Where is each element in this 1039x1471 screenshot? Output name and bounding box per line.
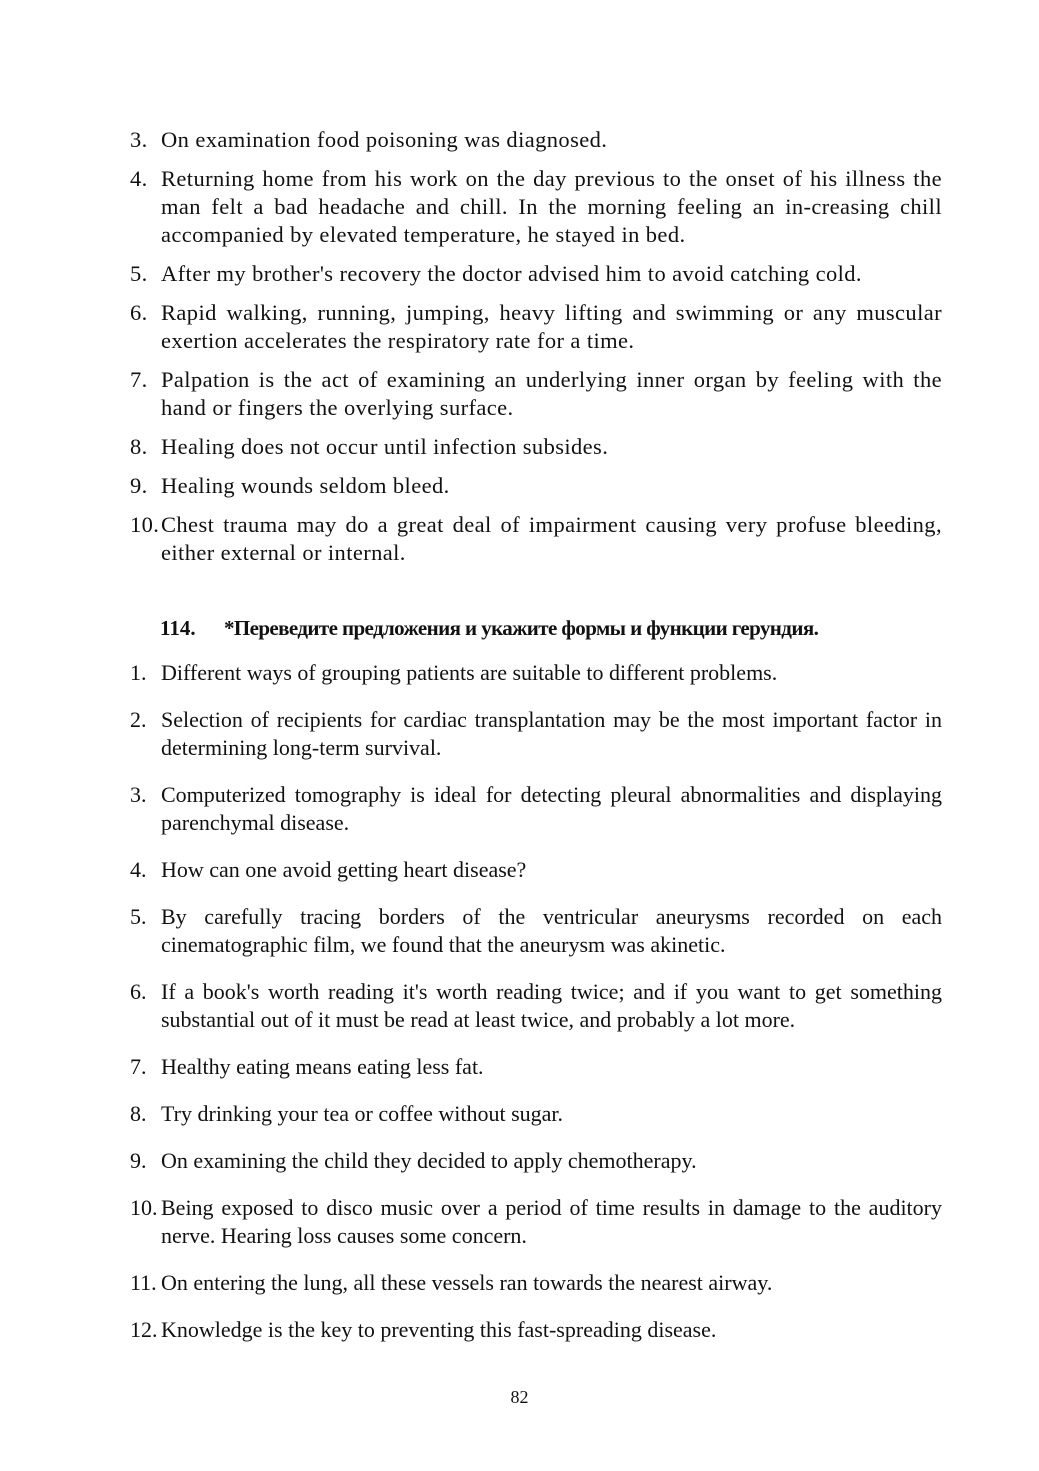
list-item [130,659,942,687]
item-number: 1. [130,660,147,685]
list-item [130,299,942,355]
item-text: Selection of recipients for cardiac transplantation may be the most important factor in determining long-term survival. [161,707,942,760]
item-text: How can one avoid getting heart disease? [161,857,527,882]
item-number: 9. [130,473,148,498]
list-item [130,1316,942,1344]
item-number: 12. [130,1317,158,1342]
list-item [130,1194,942,1250]
list-item [130,1100,942,1128]
item-number: 3. [130,127,148,152]
item-text: After my brother's recovery the doctor advised him to avoid catching cold. [161,261,862,286]
list-item [130,1269,942,1297]
list-item [130,903,942,959]
list-item [130,706,942,762]
list-item [130,781,942,837]
exercise-title: *Переведите предложения и укажите формы и функции герундия. [224,616,819,640]
list-item [130,260,942,288]
item-text: Chest trauma may do a great deal of impairment causing very profuse bleeding, either external or internal. [161,512,942,565]
item-text: Rapid walking, running, jumping, heavy lifting and swimming or any muscular exertion accelerates the respiratory rate for a time. [161,300,942,353]
exercise-continued-list [130,126,942,578]
item-text: Being exposed to disco music over a period of time results in damage to the auditory nerve. Hearing loss causes some concern. [161,1195,942,1248]
item-number: 7. [130,1054,147,1079]
item-number: 5. [130,261,148,286]
item-number: 7. [130,367,148,392]
list-item [130,472,942,500]
item-text: On examination food poisoning was diagnosed. [161,127,608,152]
item-text: Knowledge is the key to preventing this fast-spreading disease. [161,1317,717,1342]
item-text: Healthy eating means eating less fat. [161,1054,484,1079]
list-item [130,433,942,461]
item-number: 9. [130,1148,147,1173]
item-text: Healing wounds seldom bleed. [161,473,450,498]
item-number: 2. [130,707,147,732]
list-item [130,978,942,1034]
exercise-number: 114. [160,616,196,640]
item-text: Returning home from his work on the day previous to the onset of his illness the man felt a bad headache and chill. In the morning feeling an in-creasing chill accompanied by elevated temperature, he stayed in bed. [161,166,942,247]
item-number: 10. [130,512,160,537]
exercise-heading [160,614,920,642]
item-text: Palpation is the act of examining an underlying inner organ by feeling with the hand or fingers the overlying surface. [161,367,942,420]
list-item [130,165,942,249]
item-number: 4. [130,166,148,191]
item-text: Try drinking your tea or coffee without sugar. [161,1101,564,1126]
list-item [130,366,942,422]
list-item [130,856,942,884]
item-number: 10. [130,1195,158,1220]
item-number: 6. [130,979,147,1004]
item-number: 8. [130,434,148,459]
item-text: On entering the lung, all these vessels ran towards the nearest airway. [161,1270,773,1295]
item-number: 5. [130,904,147,929]
list-item [130,511,942,567]
page-number: 82 [510,1387,529,1407]
item-text: If a book's worth reading it's worth reading twice; and if you want to get something substantial out of it must be read at least twice, and probably a lot more. [161,979,942,1032]
item-text: On examining the child they decided to apply chemotherapy. [161,1148,697,1173]
list-item [130,1053,942,1081]
item-text: Computerized tomography is ideal for detecting pleural abnormalities and displaying parenchymal disease. [161,782,942,835]
item-number: 6. [130,300,148,325]
item-text: By carefully tracing borders of the ventricular aneurysms recorded on each cinematographic film, we found that the aneurysm was akinetic. [161,904,942,957]
item-number: 4. [130,857,147,882]
item-number: 8. [130,1101,147,1126]
item-text: Different ways of grouping patients are suitable to different problems. [161,660,778,685]
item-number: 3. [130,782,147,807]
item-text: Healing does not occur until infection subsides. [161,434,609,459]
exercise-sentence-list [130,659,942,1363]
item-number: 11. [130,1270,157,1295]
list-item [130,1147,942,1175]
list-item [130,126,942,154]
